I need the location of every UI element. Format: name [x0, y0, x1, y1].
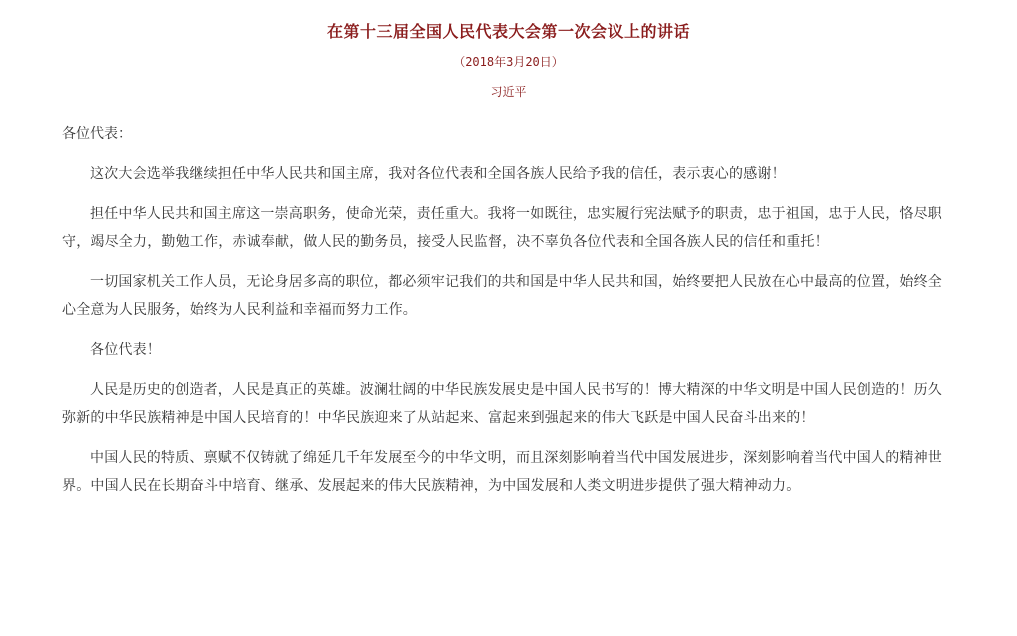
paragraph-5: 人民是历史的创造者，人民是真正的英雄。波澜壮阔的中华民族发展史是中国人民书写的！博大精深的中华文明是中国人民创造的！历久弥新的中华民族精神是中国人民培育的！中华民族迎来了从站起来、富起来到强起来的伟大飞跃是中国人民奋斗出来的！ — [62, 382, 942, 426]
paragraph-3: 一切国家机关工作人员，无论身居多高的职位，都必须牢记我们的共和国是中华人民共和国，始终要把人民放在心中最高的位置，始终全心全意为人民服务，始终为人民利益和幸福而努力工作。 — [62, 274, 942, 318]
paragraph-2: 担任中华人民共和国主席这一崇高职务，使命光荣，责任重大。我将一如既往，忠实履行宪法赋予的职责，忠于祖国，忠于人民，恪尽职守，竭尽全力，勤勉工作，赤诚奉献，做人民的勤务员，接受人民监督，决不辜负各位代表和全国各族人民的信任和重托！ — [62, 206, 942, 250]
salutation: 各位代表： — [62, 126, 132, 142]
paragraph-1: 这次大会选举我继续担任中华人民共和国主席，我对各位代表和全国各族人民给予我的信任，表示衷心的感谢！ — [90, 166, 786, 182]
paragraph-6: 中国人民的特质、禀赋不仅铸就了绵延几千年发展至今的中华文明，而且深刻影响着当代中国发展进步，深刻影响着当代中国人的精神世界。中国人民在长期奋斗中培育、继承、发展起来的伟大民族精神，为中国发展和人类文明进步提供了强大精神动力。 — [62, 450, 942, 494]
paragraph-4: 各位代表！ — [90, 342, 161, 358]
article-body — [62, 120, 947, 512]
article-title: 在第十三届全国人民代表大会第一次会议上的讲话 — [326, 22, 690, 41]
article-date: （2018年3月20日） — [453, 55, 564, 69]
article-author: 习近平 — [490, 85, 527, 99]
